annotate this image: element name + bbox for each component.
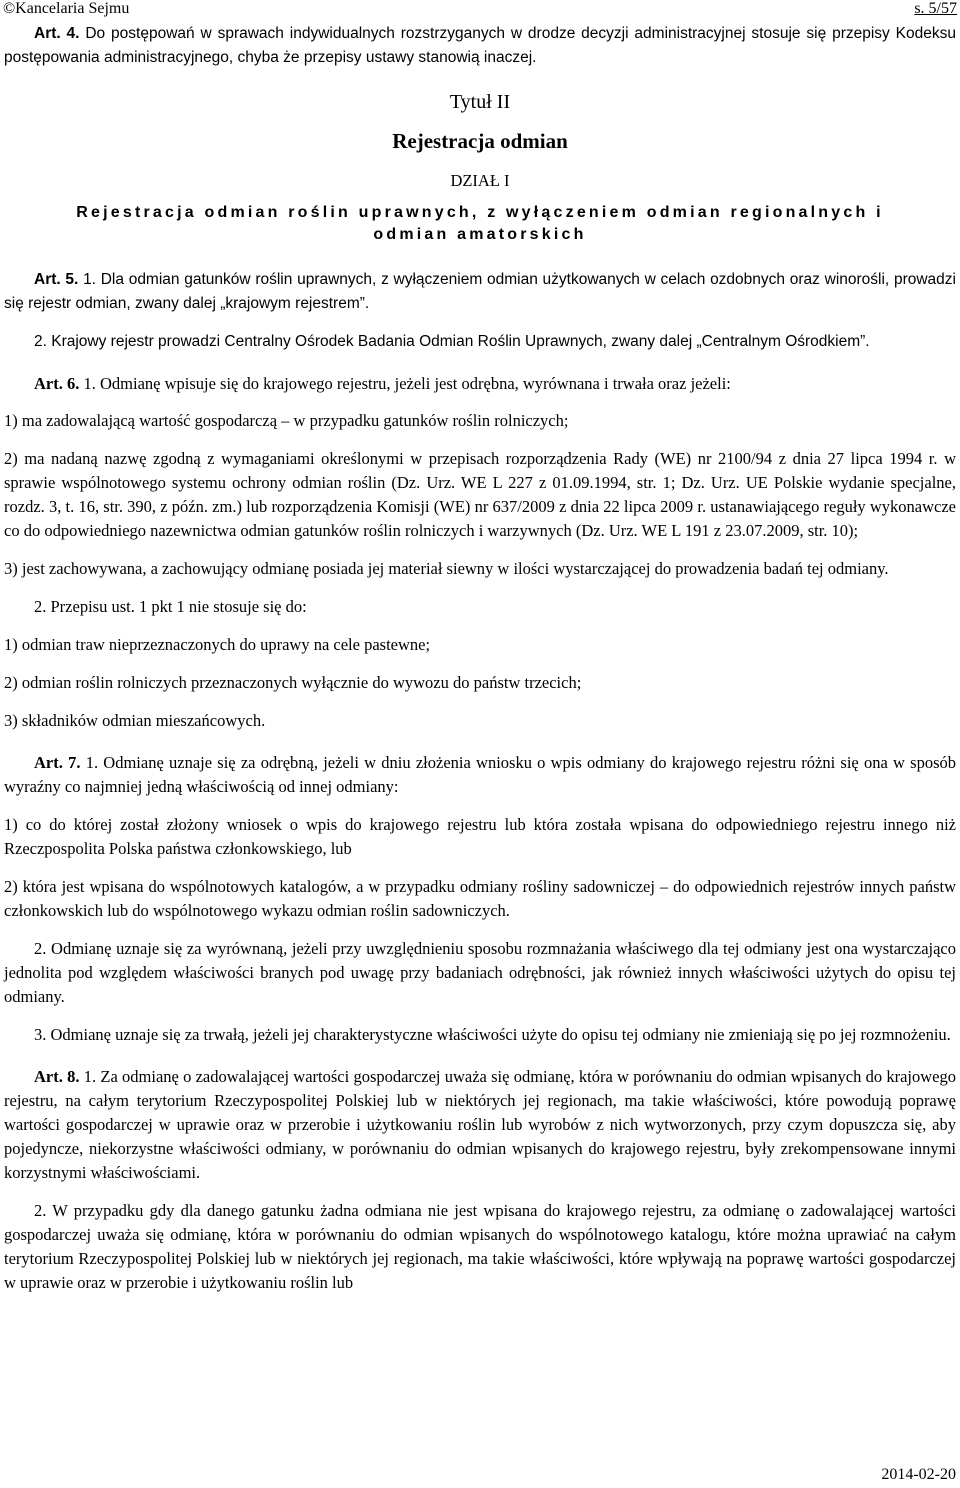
title-name: Rejestracja odmian [392,129,568,153]
art8-paragraph-1: Art. 8. 1. Za odmianę o zadowalającej wartości gospodarczej uważa się odmianę, która w porównaniu do odmian wpisanych do krajowego rejestru, na całym terytorium Rzeczypospolitej Polskiej lub w niektórych jej regionach, ma takie właściwości, które powodują poprawę wartości gospodarczej w uprawie oraz w przerobie i użytkowaniu roślin lub wyrobów z nich wytworzonych, przy czym dopuszcza się, aby pojedyncze, niekorzystne właściwości odmiany, w porównaniu do odmian wpisanych do krajowego rejestru, były zrekompensowane innymi korzystnymi właściwościami. [4,1067,957,1182]
title-heading: Tytuł II [449,91,511,113]
art7-item-2: 2) która jest wpisana do wspólnotowych katalogów, a w przypadku odmiany rośliny sadowniczej – do odpowiednich rejestrów innych państw członkowskich lub do wspólnotowego wykazu odmian roślin sadowniczych. [4,877,956,920]
footer-date: 2014-02-20 [881,1466,956,1483]
art7-paragraph-3: 3. Odmianę uznaje się za trwałą, jeżeli jej charakterystyczne właściwości użyte do opisu tej odmiany nie zmieniają się po jej rozmnożeniu. [34,1025,951,1044]
art7-paragraph-2: 2. Odmianę uznaje się za wyrównaną, jeżeli przy uwzględnieniu sposobu rozmnażania właściwego dla tej odmiany jest ona wystarczająco jednolita pod względem właściwości branych pod uwagę przy badaniach odrębności, jak również innych właściwości użytych do opisu tej odmiany. [4,939,956,1006]
art5-paragraph-1: Art. 5. 1. Dla odmian gatunków roślin uprawnych, z wyłączeniem odmian użytkowanych w celach ozdobnych oraz winorośli, prowadzi się rejestr odmian, zwany dalej „krajowym rejestrem”. [4,271,956,312]
document-body [4,22,956,1295]
art4-paragraph: Art. 4. Do postępowań w sprawach indywidualnych rozstrzyganych w drodze decyzji administracyjnej stosuje się przepisy Kodeksu postępowania administracyjnego, chyba że przepisy ustawy stanowią inaczej. [4,25,956,66]
art6-item-2: 2) ma nadaną nazwę zgodną z wymaganiami określonymi w przepisach rozporządzenia Rady (WE) nr 2100/94 z dnia 27 lipca 1994 r. w sprawie wspólnotowego systemu ochrony odmian roślin (Dz. Urz. WE L 227 z 01.09.1994, str. 1; Dz. Urz. UE Polskie wydanie specjalne, rozdz. 3, t. 16, str. 390, z późn. zm.) lub rozporządzenia Komisji (WE) nr 637/2009 z dnia 22 lipca 2009 r. ustanawiającego reguły wykonawcze co do odpowiedniego nazewnictwa odmian gatunków roślin rolniczych i warzywnych (Dz. Urz. WE L 191 z 23.07.2009, str. 10); [4,449,956,540]
section-heading: DZIAŁ I [450,171,510,190]
header-copyright: ©Kancelaria Sejmu [3,0,130,17]
art8-paragraph-2: 2. W przypadku gdy dla danego gatunku żadna odmiana nie jest wpisana do krajowego rejestru, za odmianę o zadowalającej wartości gospodarczej uważa się odmianę, która w porównaniu do odmian wpisanych do wspólnotowego katalogu, które można uprawiać na całym terytorium Rzeczypospolitej Polskiej lub w niektórych jej regionach, ma takie właściwości, które wpływają na poprawę wartości gospodarczej w uprawie oraz w przerobie i użytkowaniu roślin lub [4,1201,956,1292]
art6-sub-item-3: 3) składników odmian mieszańcowych. [4,711,266,730]
art5-paragraph-2: 2. Krajowy rejestr prowadzi Centralny Ośrodek Badania Odmian Roślin Uprawnych, zwany dalej „Centralnym Ośrodkiem”. [34,333,870,350]
art6-sub-item-2: 2) odmian roślin rolniczych przeznaczonych wyłącznie do wywozu do państw trzecich; [4,673,582,692]
art7-paragraph-1: Art. 7. 1. Odmianę uznaje się za odrębną, jeżeli w dniu złożenia wniosku o wpis odmiany do krajowego rejestru różni się ona w sposób wyraźny co najmniej jedną właściwością od innej odmiany: [4,753,957,796]
header-page-number: s. 5/57 [914,0,957,17]
art6-paragraph-2: 2. Przepisu ust. 1 pkt 1 nie stosuje się do: [34,597,307,616]
section-name: Rejestracja odmian roślin uprawnych, z wyłączeniem odmian regionalnych i odmian amatorskich [76,204,884,243]
art4-label: Art. 4. [34,25,80,42]
page-header [3,0,957,20]
art7-item-1: 1) co do której został złożony wniosek o wpis do krajowego rejestru lub która została wpisana do odpowiedniego rejestru innego niż Rzeczpospolita Polska państwa członkowskiego, lub [4,815,956,858]
art6-item-3: 3) jest zachowywana, a zachowujący odmianę posiada jej materiał siewny w ilości wystarczającej do prowadzenia badań tej odmiany. [4,559,889,578]
art6-item-1: 1) ma zadowalającą wartość gospodarczą – w przypadku gatunków roślin rolniczych; [4,411,569,430]
art6-paragraph-1: Art. 6. 1. Odmianę wpisuje się do krajowego rejestru, jeżeli jest odrębna, wyrównana i trwała oraz jeżeli: [34,374,731,393]
art6-sub-item-1: 1) odmian traw nieprzeznaczonych do uprawy na cele pastewne; [4,635,431,654]
